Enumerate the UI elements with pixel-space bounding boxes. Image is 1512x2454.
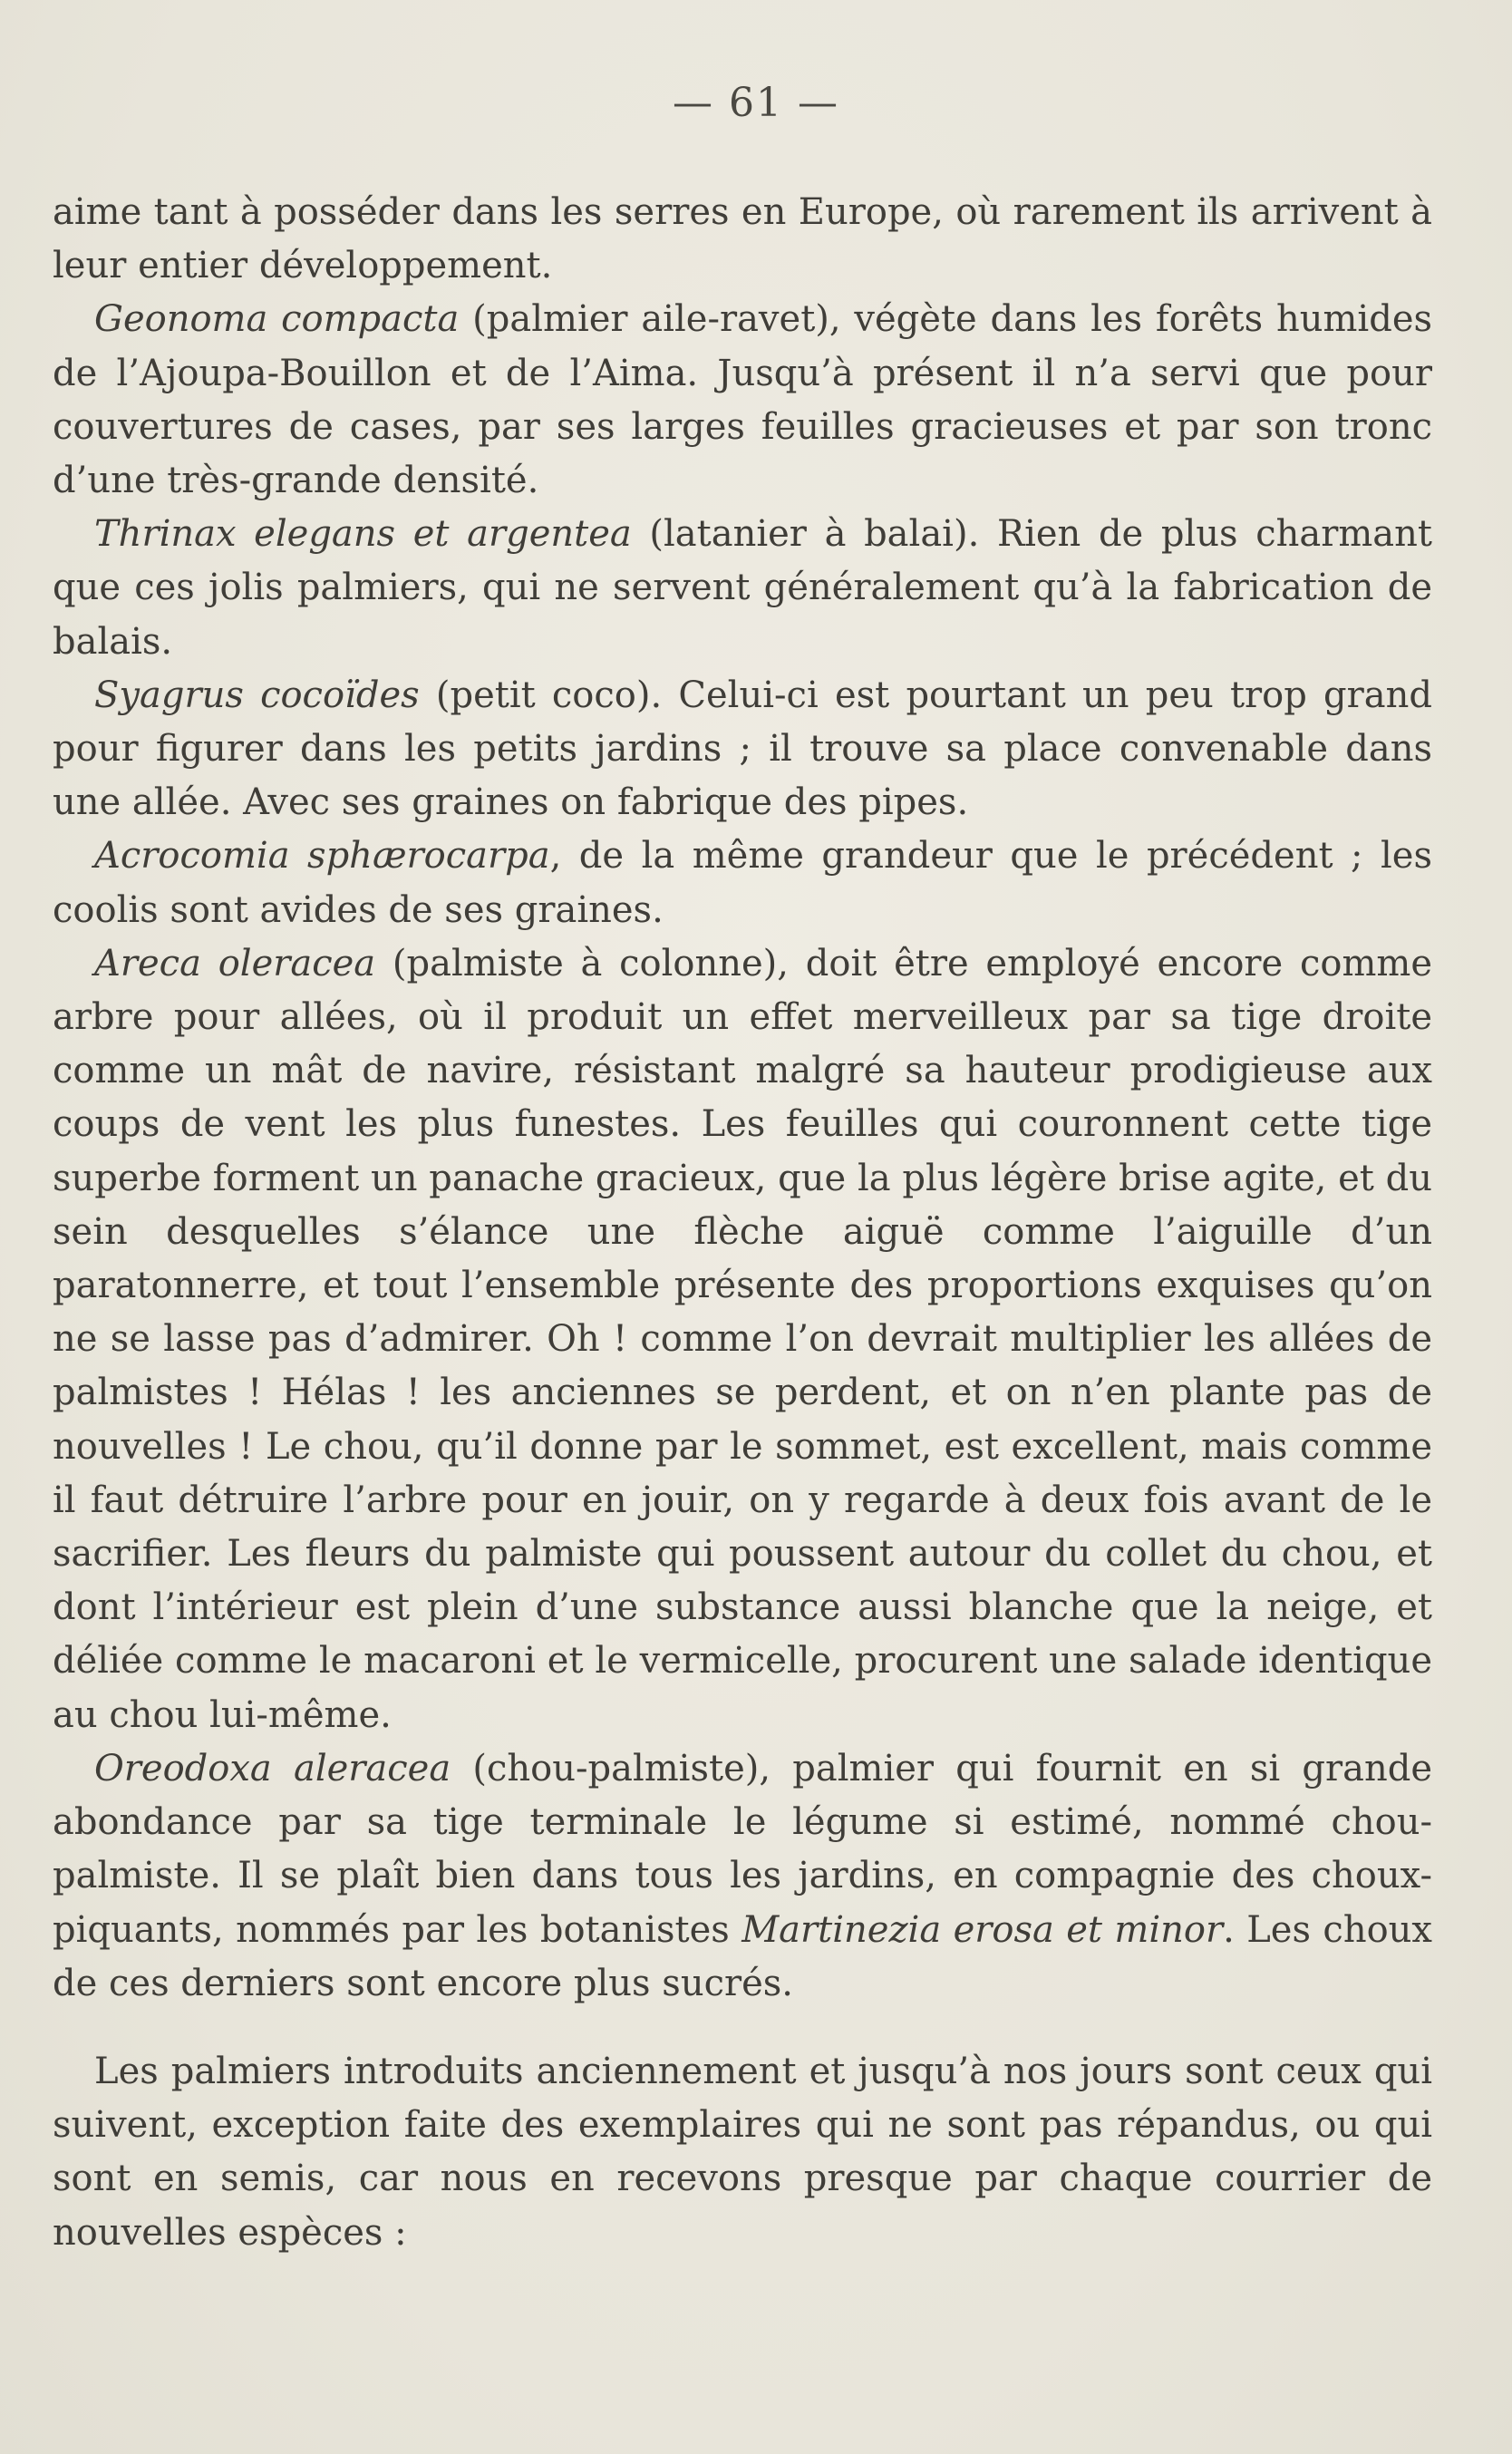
page-number: — 61 — (673, 80, 839, 126)
paragraph-body: , de la même grandeur que le précédent ; les coolis sont avides de ses graines. (53, 835, 1433, 931)
paragraph-syagrus (53, 669, 1432, 830)
species-name: Areca oleracea (94, 942, 376, 985)
paragraph-body: (palmier aile-ravet), végète dans les forêts humides de l’Ajoupa-Bouillon et de l’Aima. Jusqu’à présent il n’a servi que pour couvertures de cases, par ses larges feuilles gracieuses et par son tronc d’une très-grande densité. (53, 298, 1433, 502)
species-name: Acrocomia sphærocarpa (94, 835, 550, 878)
paragraph-areca (53, 937, 1432, 1742)
paragraph-body: aime tant à posséder dans les serres en Europe, où rarement ils arrivent à leur entier développement. (53, 191, 1432, 287)
paragraph-continuation (53, 186, 1432, 293)
body-text (53, 186, 1432, 2260)
paragraph-body: (petit coco). Celui-ci est pourtant un peu trop grand pour figurer dans les petits jardins ; il trouve sa place convenable dans une allée. Avec ses graines on fabrique des pipes. (53, 674, 1432, 824)
paragraph-body: (palmiste à colonne), doit être employé encore comme arbre pour allées, où il produit un effet merveilleux par sa tige droite comme un mât de navire, résistant malgré sa hauteur prodigieuse aux coups de vent les plus funestes. Les feuilles qui couronnent cette tige superbe forment un panache gracieux, que la plus légère brise agite, et du sein desquelles s’élance une flèche aiguë comme l’aiguille d’un paratonnerre, et tout l’ensemble présente des proportions exquises qu’on ne se lasse pas d’admirer. Oh ! comme l’on devrait multiplier les allées de palmistes ! Hélas ! les anciennes se perdent, et on n’en plante pas de nouvelles ! Le chou, qu’il donne par le sommet, est excellent, mais comme il faut détruire l’arbre pour en jouir, on y regarde à deux fois avant de le sacrifier. Les fleurs du palmiste qui poussent autour du collet du chou, et dont l’intérieur est plein d’une substance aussi blanche que la neige, et déliée comme le macaroni et le vermicelle, procurent une salade identique au chou lui-même. (53, 942, 1432, 1736)
paragraph-geonoma (53, 293, 1432, 508)
paragraph-body: Les palmiers introduits anciennement et jusqu’à nos jours sont ceux qui suivent, exception faite des exemplaires qui ne sont pas répandus, ou qui sont en semis, car nous en recevons presque par chaque courrier de nouvelles espèces : (53, 2050, 1432, 2254)
paragraph-body: (chou-palmiste), palmier qui fournit en si grande abondance par sa tige terminale le légume si estimé, nommé chou-palmiste. Il se plaît bien dans tous les jardins, en compagnie des choux-piquants, nommés par les botanistes (53, 1747, 1432, 1951)
paragraph-thrinax (53, 508, 1432, 669)
species-name: Oreodoxa aleracea (94, 1747, 451, 1790)
paragraph-introduced-palms (53, 2045, 1432, 2260)
species-name: Thrinax elegans et argentea (94, 513, 632, 556)
paragraph-acrocomia (53, 829, 1432, 936)
species-name: Geonoma compacta (94, 298, 460, 341)
paragraph-oreodoxa (53, 1742, 1432, 2011)
species-name: Syagrus cocoïdes (94, 674, 420, 716)
paragraph-body: (latanier à balai). Rien de plus charmant que ces jolis palmiers, qui ne servent généralement qu’à la fabrication de balais. (53, 513, 1432, 663)
species-name-inline: Martinezia erosa et minor (741, 1908, 1224, 1951)
paragraph-tail: . Les choux de ces derniers sont encore plus sucrés. (53, 1908, 1432, 2004)
